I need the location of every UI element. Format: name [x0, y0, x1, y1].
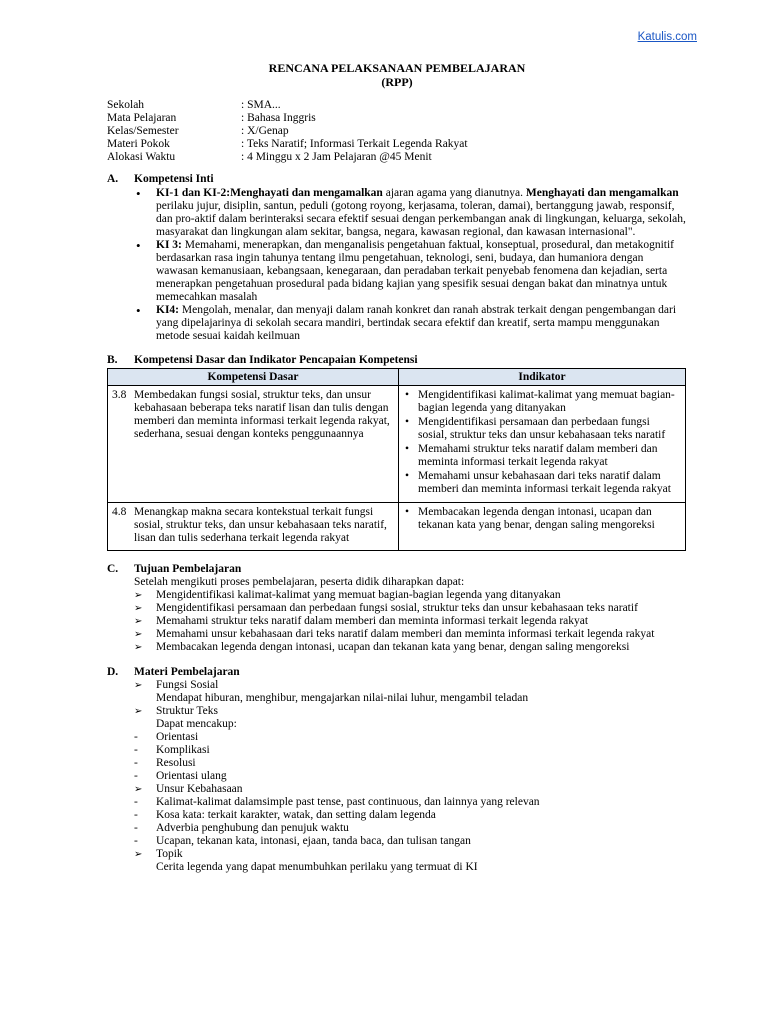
- indicator-list: [403, 389, 681, 496]
- section-letter: B.: [107, 354, 118, 366]
- materi-list: [134, 783, 687, 796]
- materi-item-unsur-kebahasaan: [134, 783, 687, 796]
- struktur-item: - Orientasi: [134, 731, 687, 744]
- info-label: Mata Pelajaran: [107, 112, 177, 124]
- table-row: [108, 503, 686, 551]
- indicator-list: [403, 506, 681, 532]
- section-kompetensi-inti: [107, 173, 687, 343]
- column-header-kd: Kompetensi Dasar: [108, 369, 399, 386]
- info-row: [107, 138, 687, 151]
- indicator-item: • Membacakan legenda dengan intonasi, ucapan dan tekanan kata yang benar, dengan saling mengoreksi: [403, 506, 681, 532]
- objective-item: ➢ Memahami struktur teks naratif dalam memberi dan meminta informasi terkait legenda rakyat: [134, 615, 687, 628]
- section-title: Tujuan Pembelajaran: [134, 563, 242, 575]
- struktur-item: - Orientasi ulang: [134, 770, 687, 783]
- indicator-item: • Mengidentifikasi kalimat-kalimat yang memuat bagian-bagian legenda yang ditanyakan: [403, 389, 681, 415]
- info-value: : SMA...: [241, 99, 281, 111]
- materi-text: Mendapat hiburan, menghibur, mengajarkan nilai-nilai luhur, mengambil teladan: [156, 692, 529, 704]
- indicator-cell: [399, 386, 686, 503]
- section-letter: A.: [107, 173, 119, 185]
- section-intro: Setelah mengikuti proses pembelajaran, peserta didik diharapkan dapat:: [134, 576, 465, 588]
- struktur-list: [134, 731, 687, 783]
- info-value: : Bahasa Inggris: [241, 112, 316, 124]
- struktur-item: - Komplikasi: [134, 744, 687, 757]
- kd-text: Membedakan fungsi sosial, struktur teks, dan unsur kebahasaan beberapa teks naratif lisan dan tulis dengan memberi dan meminta informasi terkait legenda rakyat, sederhana, sesuai dengan konteks penggunaannya: [134, 389, 390, 440]
- info-value: : X/Genap: [241, 125, 289, 137]
- identity-block: [107, 99, 687, 164]
- materi-item-fungsi-sosial: [134, 679, 687, 705]
- materi-list: [134, 848, 687, 874]
- materi-text: Cerita legenda yang dapat menumbuhkan perilaku yang termuat di KI: [156, 861, 478, 873]
- table-row: [108, 386, 686, 503]
- section-tujuan-pembelajaran: [107, 563, 687, 654]
- kd-indicator-table: [107, 368, 686, 551]
- info-row: [107, 99, 687, 112]
- info-row: [107, 125, 687, 138]
- site-link[interactable]: Katulis.com: [637, 31, 697, 43]
- objective-item: ➢ Mengidentifikasi kalimat-kalimat yang memuat bagian-bagian legenda yang ditanyakan: [134, 589, 687, 602]
- section-materi-pembelajaran: [107, 666, 687, 874]
- section-heading: [107, 354, 687, 367]
- materi-title: ➢ Topik: [156, 848, 183, 860]
- unsur-item: - Ucapan, tekanan kata, intonasi, ejaan, tanda baca, dan tulisan tangan: [134, 835, 687, 848]
- struktur-item: - Resolusi: [134, 757, 687, 770]
- info-label: Kelas/Semester: [107, 125, 179, 137]
- materi-title: ➢ Struktur Teks: [156, 705, 218, 717]
- materi-list: [134, 679, 687, 731]
- unsur-list: [134, 796, 687, 848]
- kd-number: 4.8: [112, 506, 127, 518]
- kd-cell: [108, 386, 399, 503]
- info-value: : Teks Naratif; Informasi Terkait Legenda Rakyat: [241, 138, 468, 150]
- kd-number: 3.8: [112, 389, 127, 401]
- materi-title: ➢ Fungsi Sosial: [156, 679, 219, 691]
- kd-text: Menangkap makna secara kontekstual terkait fungsi sosial, struktur teks, dan unsur kebahasaan teks naratif, lisan dan tulis sederhana terkait legenda rakyat: [134, 506, 387, 544]
- section-letter: C.: [107, 563, 119, 575]
- title-line-1: RENCANA PELAKSANAAN PEMBELAJARAN: [268, 61, 526, 75]
- title-line-2: (RPP): [381, 75, 413, 89]
- objective-item: ➢ Membacakan legenda dengan intonasi, ucapan dan tekanan kata yang benar, dengan saling mengoreksi: [134, 641, 687, 654]
- section-title: Kompetensi Inti: [134, 173, 214, 185]
- unsur-item: - Adverbia penghubung dan penujuk waktu: [134, 822, 687, 835]
- info-label: Sekolah: [107, 99, 145, 111]
- info-row: [107, 112, 687, 125]
- objective-list: [134, 589, 687, 654]
- document-title: [107, 61, 687, 89]
- info-value: : 4 Minggu x 2 Jam Pelajaran @45 Menit: [241, 151, 432, 163]
- ki-item: • KI4: Mengolah, menalar, dan menyaji dalam ranah konkret dan ranah abstrak terkait dengan pengembangan dari yang dipelajarinya di sekolah secara mandiri, bertindak secara efektif dan kreatif, serta mampu menggunakan metode sesuai kaidah keilmuan: [134, 304, 687, 343]
- indicator-item: • Mengidentifikasi persamaan dan perbedaan fungsi sosial, struktur teks dan unsur kebahasaan teks naratif: [403, 416, 681, 442]
- section-heading: [107, 563, 687, 576]
- ki-list: [134, 187, 687, 343]
- section-kompetensi-dasar: [107, 354, 687, 551]
- info-label: Materi Pokok: [107, 138, 170, 150]
- materi-text: Dapat mencakup:: [156, 718, 237, 730]
- materi-title: ➢ Unsur Kebahasaan: [156, 783, 243, 795]
- materi-item-topik: [134, 848, 687, 874]
- info-row: [107, 151, 687, 164]
- section-heading: [107, 666, 687, 679]
- objective-item: ➢ Mengidentifikasi persamaan dan perbedaan fungsi sosial, struktur teks dan unsur kebahasaan teks naratif: [134, 602, 687, 615]
- indicator-item: • Memahami unsur kebahasaan dari teks naratif dalam memberi dan meminta informasi terkait legenda rakyat: [403, 470, 681, 496]
- objective-item: ➢ Memahami unsur kebahasaan dari teks naratif dalam memberi dan meminta informasi terkait legenda rakyat: [134, 628, 687, 641]
- section-title: Materi Pembelajaran: [134, 666, 240, 678]
- materi-item-struktur-teks: [134, 705, 687, 731]
- indicator-cell: [399, 503, 686, 551]
- rpp-document: [107, 61, 687, 874]
- section-letter: D.: [107, 666, 119, 678]
- ki-item: • KI-1 dan KI-2:Menghayati dan mengamalkan ajaran agama yang dianutnya. Menghayati dan mengamalkan perilaku jujur, disiplin, santun, peduli (gotong royong, kerjasama, toleran, damai), bertanggung jawab, responsif, dan pro-aktif dalam berinteraksi secara efektif sesuai dengan perkembangan anak di lingkungan, keluarga, sekolah, masyarakat dan lingkungan alam sekitar, bangsa, negara, kawasan regional, dan kawasan internasional".: [134, 187, 687, 239]
- unsur-item: - Kosa kata: terkait karakter, watak, dan setting dalam legenda: [134, 809, 687, 822]
- table-header-row: [108, 369, 686, 386]
- kd-cell: [108, 503, 399, 551]
- unsur-item: - Kalimat-kalimat dalamsimple past tense, past continuous, dan lainnya yang relevan: [134, 796, 687, 809]
- ki-item: • KI 3: Memahami, menerapkan, dan menganalisis pengetahuan faktual, konseptual, prosedural, dan metakognitif berdasarkan rasa ingin tahunya tentang ilmu pengetahuan, teknologi, seni, budaya, dan humaniora dengan wawasan kemanusiaan, kebangsaan, kenegaraan, dan peradaban terkait penyebab fenomena dan kejadian, serta menerapkan pengetahuan prosedural pada bidang kajian yang spesifik sesuai dengan bakat dan minatnya untuk memecahkan masalah: [134, 239, 687, 304]
- section-title: Kompetensi Dasar dan Indikator Pencapaian Kompetensi: [134, 354, 418, 366]
- column-header-indikator: Indikator: [399, 369, 686, 386]
- indicator-item: • Memahami struktur teks naratif dalam memberi dan meminta informasi terkait legenda rakyat: [403, 443, 681, 469]
- info-label: Alokasi Waktu: [107, 151, 176, 163]
- section-heading: [107, 173, 687, 186]
